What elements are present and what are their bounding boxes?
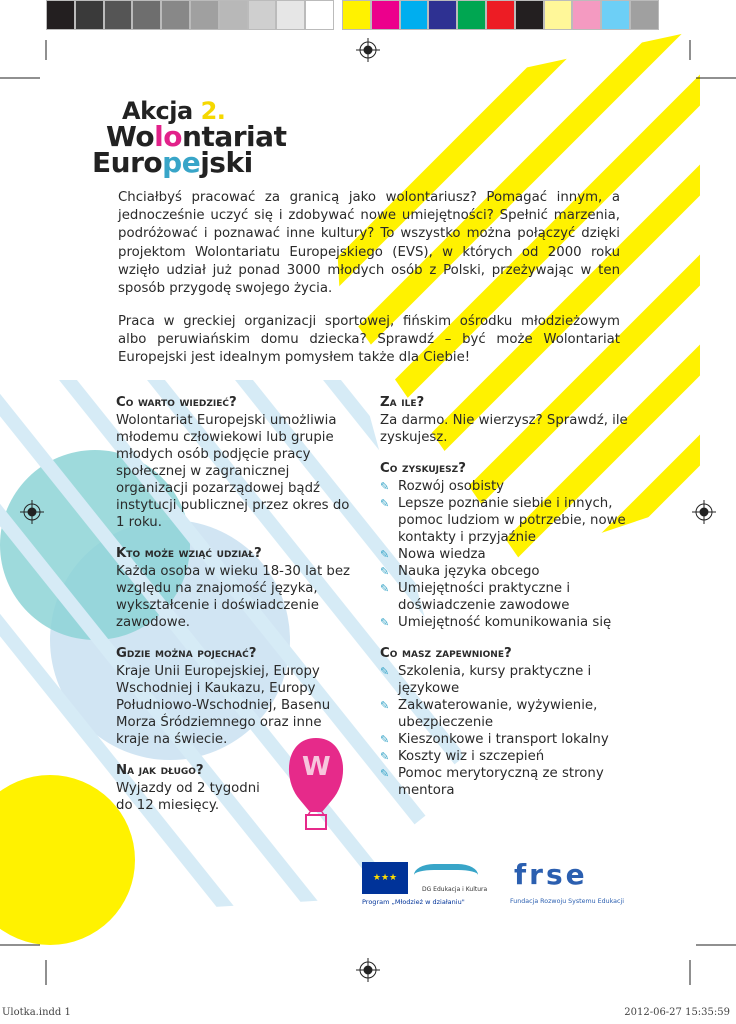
section-text: Każda osoba w wieku 18-30 lat bez względu na znajomość języka, wykształcenie i doświadczenie zawodowe. bbox=[116, 564, 350, 630]
section-heading: Za ile? bbox=[380, 395, 425, 410]
section-heading: Gdzie można pojechać? bbox=[116, 646, 257, 661]
list-item: ✎ Lepsze poznanie siebie i innych, pomoc ludziom w potrzebie, nowe kontakty i przyjaźnie bbox=[380, 496, 626, 545]
color-swatch bbox=[572, 0, 601, 30]
yellow-circle bbox=[0, 775, 135, 945]
title-line-3: Europejski bbox=[92, 146, 253, 179]
color-swatch bbox=[630, 0, 659, 30]
color-swatch bbox=[132, 0, 161, 30]
intro-paragraph-2: Praca w greckiej organizacji sportowej, fińskim ośrodku młodzieżowym albo peruwiańskim domu dziecka? Sprawdź – być może Wolontariat Europejski jest idealnym pomysłem także dla Ciebie! bbox=[118, 314, 620, 366]
footer-filename: Ulotka.indd 1 bbox=[2, 1007, 71, 1018]
color-swatch bbox=[457, 0, 486, 30]
color-swatch bbox=[428, 0, 457, 30]
frse-logo bbox=[510, 858, 635, 908]
color-swatch bbox=[248, 0, 277, 30]
section-gains bbox=[380, 460, 630, 631]
color-swatch bbox=[46, 0, 75, 30]
intro-paragraph-1: Chciałbyś pracować za granicą jako wolontariusz? Pomagać innym, a jednocześnie uczyć się i zdobywać nowe umiejętności? Spełnić marzenia, podróżować i poznawać inne kultury? To wszystko można połączyć dzięki projektom Wolontariatu Europejskiego (EVS), w których od 2000 roku wzięło udział już ponad 3000 młodych osób z Polski, przeżywając w ten sposób przygodę swojego życia. bbox=[118, 190, 620, 297]
right-column bbox=[380, 394, 630, 813]
print-color-bar bbox=[46, 0, 659, 30]
provided-list bbox=[380, 663, 630, 799]
color-swatch bbox=[104, 0, 133, 30]
list-item: ✎ Zakwaterowanie, wyżywienie, ubezpieczenie bbox=[380, 698, 598, 730]
eu-program-logo bbox=[362, 858, 488, 908]
color-swatch bbox=[75, 0, 104, 30]
eu-caption: DG Edukacja i Kultura bbox=[422, 886, 488, 893]
section-what-to-know bbox=[116, 394, 356, 531]
section-how-long bbox=[116, 762, 356, 814]
bullet-icon: ✎ bbox=[380, 699, 390, 712]
list-item: ✎ Rozwój osobisty bbox=[380, 479, 505, 494]
color-swatch bbox=[190, 0, 219, 30]
list-item: ✎ Pomoc merytoryczną ze strony mentora bbox=[380, 766, 604, 798]
bullet-icon: ✎ bbox=[380, 750, 390, 763]
color-swatch bbox=[305, 0, 334, 30]
eu-flag-icon: ★★★ bbox=[362, 862, 408, 894]
program-caption: Program „Młodzież w działaniu" bbox=[362, 898, 465, 906]
color-swatch bbox=[161, 0, 190, 30]
section-heading: Na jak długo? bbox=[116, 763, 204, 778]
gains-list bbox=[380, 478, 630, 631]
frse-letters: frse bbox=[514, 858, 588, 891]
color-swatch bbox=[219, 0, 248, 30]
section-text: Kraje Unii Europejskiej, Europy Wschodniej i Kaukazu, Europy Południowo-Wschodniej, Basenu Morza Śródziemnego oraz inne kraje na świecie. bbox=[116, 664, 331, 747]
color-swatch bbox=[371, 0, 400, 30]
bullet-icon: ✎ bbox=[380, 665, 390, 678]
bullet-icon: ✎ bbox=[380, 582, 390, 595]
section-heading: Co zyskujesz? bbox=[380, 461, 466, 476]
section-heading: Co masz zapewnione? bbox=[380, 646, 512, 661]
title-block bbox=[92, 97, 287, 179]
section-where bbox=[116, 645, 356, 748]
footer-timestamp: 2012-06-27 15:35:59 bbox=[624, 1007, 730, 1018]
color-swatch bbox=[515, 0, 544, 30]
frse-caption: Fundacja Rozwoju Systemu Edukacji bbox=[510, 898, 624, 905]
color-swatch bbox=[601, 0, 630, 30]
list-item: ✎ Umiejętność komunikowania się bbox=[380, 615, 612, 630]
section-text: Za darmo. Nie wierzysz? Sprawdź, ile zyskujesz. bbox=[380, 413, 628, 445]
title-line-2: Wolontariat bbox=[106, 120, 287, 153]
color-swatch bbox=[400, 0, 429, 30]
balloon-letter: W bbox=[302, 752, 331, 782]
bullet-icon: ✎ bbox=[380, 548, 390, 561]
left-column bbox=[116, 394, 356, 828]
list-item: ✎ Nowa wiedza bbox=[380, 547, 486, 562]
color-swatch bbox=[342, 0, 371, 30]
bullet-icon: ✎ bbox=[380, 733, 390, 746]
list-item: ✎ Umiejętności praktyczne i doświadczenie zawodowe bbox=[380, 581, 571, 613]
section-cost bbox=[380, 394, 630, 446]
color-swatch bbox=[276, 0, 305, 30]
bullet-icon: ✎ bbox=[380, 497, 390, 510]
list-item: ✎ Koszty wiz i szczepień bbox=[380, 749, 545, 764]
list-item: ✎ Kieszonkowe i transport lokalny bbox=[380, 732, 609, 747]
section-text: Wolontariat Europejski umożliwia młodemu człowiekowi lub grupie młodych osób podjęcie pracy społecznej w zagranicznej organizacji pozarządowej bądź instytucji publicznej przez okres do 1 roku. bbox=[116, 413, 350, 530]
section-text: Wyjazdy od 2 tygodni do 12 miesięcy. bbox=[116, 781, 260, 813]
list-item: ✎ Nauka języka obcego bbox=[380, 564, 540, 579]
list-item: ✎ Szkolenia, kursy praktyczne i językowe bbox=[380, 664, 592, 696]
color-swatch bbox=[544, 0, 573, 30]
section-heading: Kto może wziąć udział? bbox=[116, 546, 262, 561]
color-swatch bbox=[486, 0, 515, 30]
bullet-icon: ✎ bbox=[380, 767, 390, 780]
bullet-icon: ✎ bbox=[380, 616, 390, 629]
section-provided bbox=[380, 645, 630, 799]
title-line-1: Akcja 2. bbox=[122, 97, 226, 125]
section-who bbox=[116, 545, 356, 631]
section-heading: Co warto wiedzieć? bbox=[116, 395, 237, 410]
program-wave-icon bbox=[414, 864, 478, 886]
bullet-icon: ✎ bbox=[380, 565, 390, 578]
bullet-icon: ✎ bbox=[380, 480, 390, 493]
